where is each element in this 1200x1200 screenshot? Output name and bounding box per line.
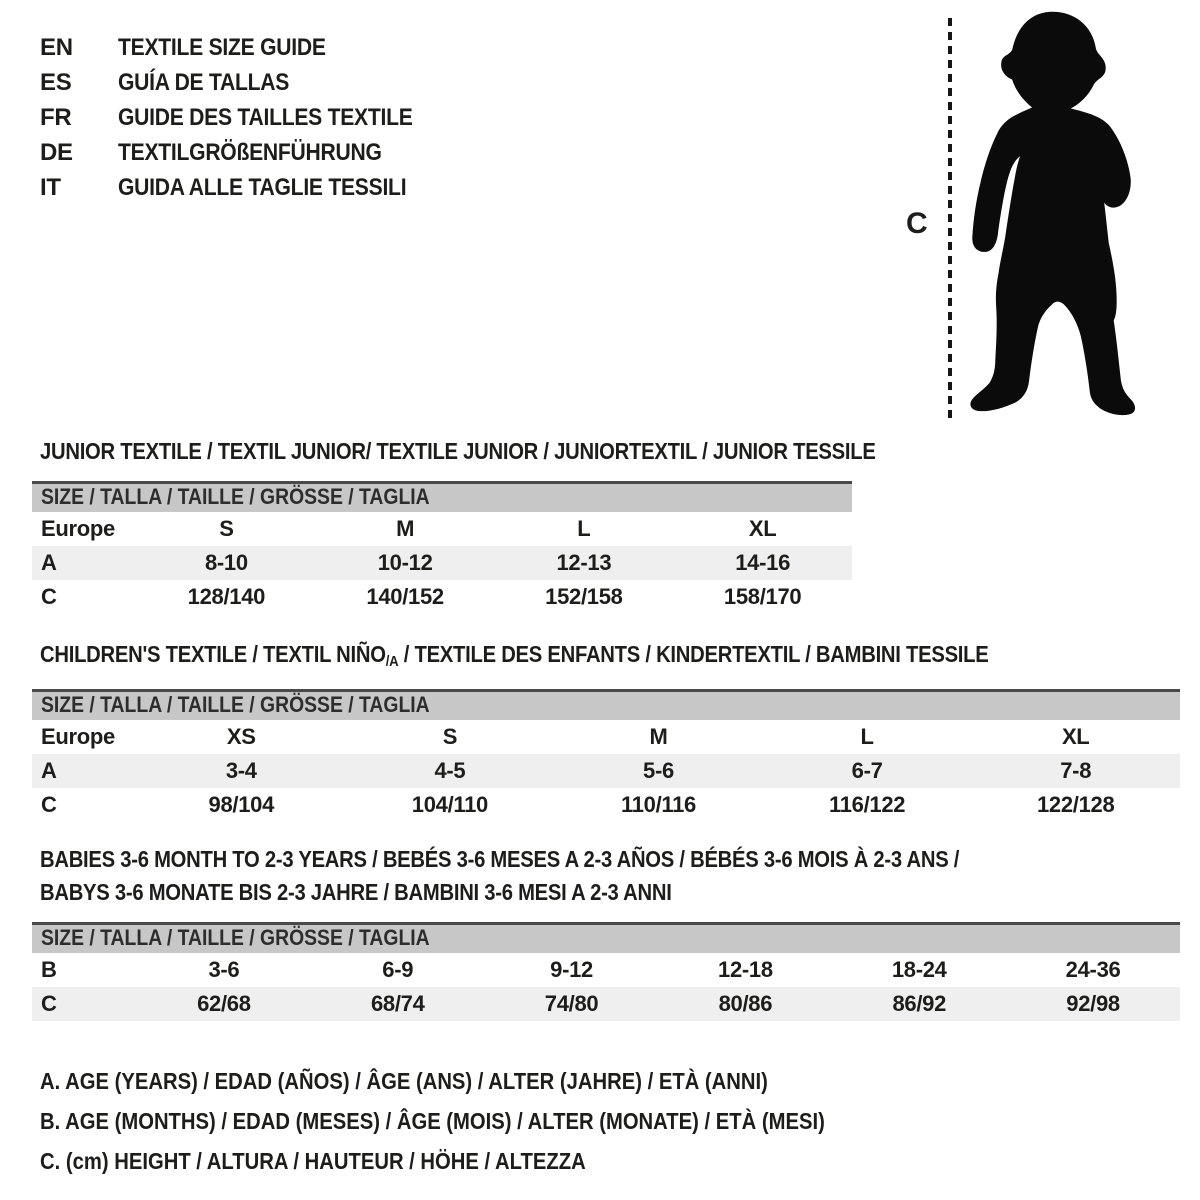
height-cell: 104/110: [411, 792, 488, 817]
language-code: FR: [40, 103, 72, 131]
age-cell: 18-24: [891, 957, 947, 982]
height-cell: 98/104: [208, 792, 275, 817]
row-label: C: [41, 792, 57, 817]
guide-title-es: GUÍA DE TALLAS: [118, 68, 290, 96]
size-table-header: SIZE / TALLA / TAILLE / GRÖSSE / TAGLIA: [32, 689, 1180, 720]
age-cell: 3-6: [208, 957, 240, 982]
children-section-title: CHILDREN'S TEXTILE / TEXTIL $NIÑO_{/A}$ / TEXTILE DES ENFANTS / KINDERTEXTIL / BAMBINI TESSILE: [40, 641, 989, 670]
height-measure-dashed-line: [948, 18, 952, 418]
language-title-list: [40, 30, 453, 205]
height-cell: 158/170: [723, 584, 802, 609]
age-cell: 8-10: [204, 550, 248, 575]
guide-title-de: TEXTILGRÖßENFÜHRUNG: [118, 138, 382, 166]
height-cell: 128/140: [187, 584, 266, 609]
size-cell: M: [396, 516, 415, 541]
height-cell: 80/86: [718, 991, 773, 1016]
size-table-header: SIZE / TALLA / TAILLE / GRÖSSE / TAGLIA: [32, 922, 1180, 953]
table-row-height: [32, 788, 1180, 822]
table-row-age-months: [32, 953, 1180, 987]
height-cell: 74/80: [544, 991, 599, 1016]
height-cell: 86/92: [892, 991, 947, 1016]
age-cell: 3-4: [225, 758, 257, 783]
language-row-de: [40, 135, 453, 170]
guide-title-it: GUIDA ALLE TAGLIE TESSILI: [118, 173, 407, 201]
size-cell: XL: [748, 516, 777, 541]
measure-legend: [40, 1061, 932, 1181]
section-junior-textile: [32, 438, 990, 614]
legend-age-months: B. AGE (MONTHS) / EDAD (MESES) / ÂGE (MOIS) / ALTER (MONATE) / ETÀ (MESI): [40, 1107, 825, 1134]
table-row-europe: [32, 512, 852, 546]
junior-section-title: JUNIOR TEXTILE / TEXTIL JUNIOR/ TEXTILE JUNIOR / JUNIORTEXTIL / JUNIOR TESSILE: [40, 438, 876, 464]
size-table-header: SIZE / TALLA / TAILLE / GRÖSSE / TAGLIA: [32, 481, 852, 512]
babies-section-title-line2: BABYS 3-6 MONATE BIS 2-3 JAHRE / BAMBINI 3-6 MESI A 2-3 ANNI: [40, 879, 672, 905]
table-row-age: [32, 754, 1180, 788]
height-cell: 92/98: [1066, 991, 1120, 1016]
row-label: A: [41, 550, 57, 575]
junior-size-table: [32, 481, 852, 614]
table-row-height: [32, 580, 852, 614]
section-children-textile: [32, 641, 1180, 822]
row-label: C: [41, 991, 57, 1016]
nino-a-subscript: /A: [385, 653, 399, 670]
age-cell: 12-13: [556, 550, 612, 575]
language-code: IT: [40, 173, 61, 201]
size-cell: S: [442, 724, 458, 749]
age-cell: 12-18: [718, 957, 773, 982]
language-row-it: [40, 170, 453, 205]
age-cell: 6-9: [382, 957, 414, 982]
size-cell: XS: [226, 724, 256, 749]
height-cell: 152/158: [545, 584, 623, 609]
age-cell: 10-12: [377, 550, 433, 575]
height-cell: 116/122: [828, 792, 906, 817]
language-code: DE: [40, 138, 73, 166]
row-label: Europe: [41, 516, 115, 541]
children-size-table: [32, 689, 1180, 822]
height-cell: 140/152: [366, 584, 444, 609]
table-row-europe: [32, 720, 1180, 754]
legend-height-cm: C. (cm) HEIGHT / ALTURA / HAUTEUR / HÖHE / ALTEZZA: [40, 1147, 586, 1174]
row-label: A: [41, 758, 57, 783]
toddler-silhouette: [958, 10, 1148, 418]
guide-title-fr: GUIDE DES TAILLES TEXTILE: [118, 103, 413, 131]
language-row-es: [40, 65, 453, 100]
age-cell: 5-6: [643, 758, 674, 783]
age-cell: 9-12: [550, 957, 593, 982]
size-cell: S: [219, 516, 234, 541]
height-cell: 62/68: [197, 991, 251, 1016]
legend-age-years: A. AGE (YEARS) / EDAD (AÑOS) / ÂGE (ANS) / ALTER (JAHRE) / ETÀ (ANNI): [40, 1067, 768, 1094]
row-label: B: [41, 957, 57, 982]
height-measure-label: C: [906, 207, 928, 240]
language-row-en: [40, 30, 453, 65]
table-row-age: [32, 546, 852, 580]
table-row-height: [32, 987, 1180, 1021]
section-babies-textile: [32, 843, 1180, 1021]
size-cell: L: [577, 516, 591, 541]
height-cell: 122/128: [1036, 792, 1115, 817]
language-row-fr: [40, 100, 453, 135]
age-cell: 4-5: [434, 758, 466, 783]
age-cell: 14-16: [735, 550, 791, 575]
babies-section-title-line1: BABIES 3-6 MONTH TO 2-3 YEARS / BEBÉS 3-6 MESES A 2-3 AÑOS / BÉBÉS 3-6 MOIS À 2-3 ANS /: [40, 846, 960, 872]
size-cell: M: [649, 724, 668, 749]
age-cell: 24-36: [1065, 957, 1121, 982]
age-cell: 6-7: [851, 758, 883, 783]
row-label: C: [41, 584, 57, 609]
guide-title-en: TEXTILE SIZE GUIDE: [118, 33, 326, 61]
age-cell: 7-8: [1060, 758, 1092, 783]
height-cell: 110/116: [620, 792, 696, 817]
size-cell: XL: [1061, 724, 1090, 749]
language-code: ES: [40, 68, 72, 96]
babies-size-table: [32, 922, 1180, 1021]
row-label: Europe: [41, 724, 115, 749]
size-cell: L: [860, 724, 874, 749]
height-cell: 68/74: [370, 991, 425, 1016]
language-code: EN: [40, 33, 73, 61]
